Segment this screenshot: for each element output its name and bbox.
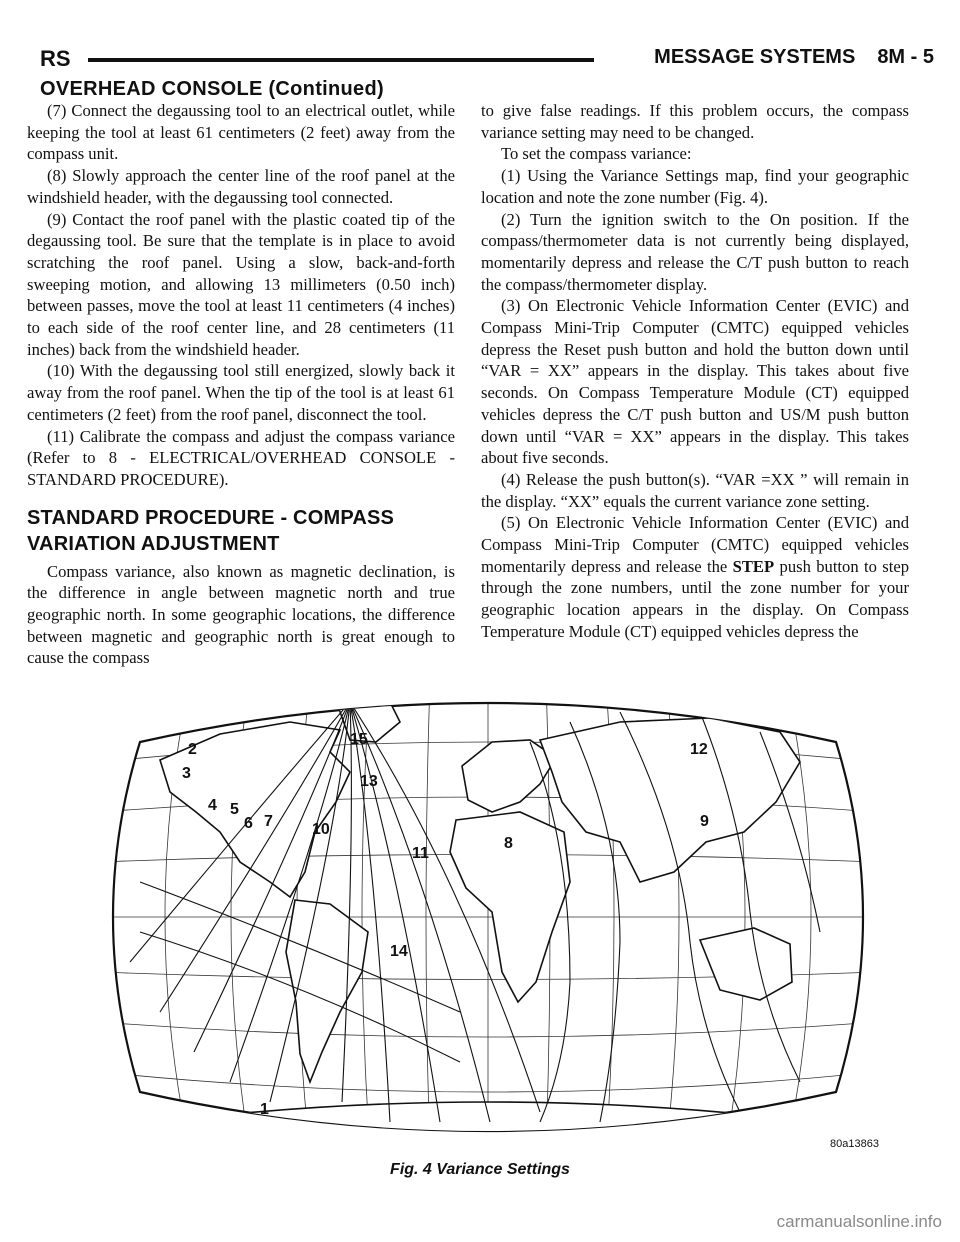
- subheader: OVERHEAD CONSOLE (Continued): [40, 78, 384, 100]
- figure-caption: Fig. 4 Variance Settings: [390, 1161, 570, 1178]
- header-right: [654, 46, 934, 69]
- continued-paragraph: to give false readings. If this problem occurs, the compass variance setting may need to be changed.: [481, 101, 909, 142]
- zone-label-1: 1: [260, 1101, 269, 1118]
- watermark: carmanualsonline.info: [776, 1212, 942, 1231]
- step-8-paragraph: (8) Slowly approach the center line of the roof panel at the windshield header, with the degaussing tool connected.: [27, 166, 455, 207]
- zone-label-15: 15: [350, 731, 368, 748]
- step-2-paragraph: (2) Turn the ignition switch to the On position. If the compass/thermometer data is not currently being displayed, momentarily depress and release the C/T push button to reach the compass/thermometer display.: [481, 209, 909, 294]
- step-5-text-a: (5) On Electronic Vehicle Information Center (EVIC) and Compass Mini-Trip Computer (CMTC) equipped vehicles momentarily depress and release the: [481, 513, 909, 576]
- zone-label-2: 2: [188, 741, 197, 758]
- variance-intro-paragraph: Compass variance, also known as magnetic declination, is the difference in angle between magnetic north and true geographic north. In some geographic locations, the difference between magnetic and geographic north is great enough to cause the compass: [27, 561, 455, 668]
- zone-label-11: 11: [412, 845, 429, 862]
- zone-label-14: 14: [390, 943, 408, 960]
- zone-label-4: 4: [208, 797, 217, 814]
- right-column: [481, 100, 909, 643]
- left-column: [27, 100, 455, 669]
- header-model-code: RS: [40, 46, 71, 71]
- zone-label-8: 8: [504, 835, 513, 852]
- step-10-paragraph: (10) With the degaussing tool still energized, slowly back it away from the roof panel. When the tip of the tool is at least 61 centimeters (2 feet) from the roof panel, disconnect the tool.: [27, 361, 455, 424]
- header-rule: [88, 58, 594, 62]
- figure-image-id: 80a13863: [830, 1138, 879, 1150]
- header-page-number: 8M - 5: [877, 46, 934, 68]
- world-map-svg: [100, 682, 876, 1152]
- variance-settings-map: [100, 682, 876, 1152]
- zone-label-3: 3: [182, 765, 191, 782]
- step-4-paragraph: (4) Release the push button(s). “VAR =XX ” will remain in the display. “XX” equals the current variance zone setting.: [481, 469, 909, 511]
- step-11-paragraph: (11) Calibrate the compass and adjust the compass variance (Refer to 8 - ELECTRICAL/OVERHEAD CONSOLE - STANDARD PROCEDURE).: [27, 426, 455, 489]
- step-1-paragraph: (1) Using the Variance Settings map, find your geographic location and note the zone number (Fig. 4).: [481, 166, 909, 207]
- zone-label-7: 7: [264, 813, 273, 830]
- zone-label-5: 5: [230, 801, 239, 818]
- header-section-title: MESSAGE SYSTEMS: [654, 46, 856, 68]
- set-variance-intro: To set the compass variance:: [501, 144, 692, 164]
- zone-label-9: 9: [700, 813, 709, 830]
- step-9-paragraph: (9) Contact the roof panel with the plastic coated tip of the degaussing tool. Be sure that the template is in place to avoid scratching the roof panel. Using a slow, back-and-forth sweeping motion, and allowing 13 millimeters (0.50 inch) between passes, move the tool at least 11 centimeters (4 inches) to each side of the roof center line, and 28 centimeters (11 inches) back from the windshield header.: [27, 209, 455, 359]
- zone-label-10: 10: [312, 821, 330, 838]
- zone-label-12: 12: [690, 741, 708, 758]
- page-header: [40, 46, 934, 76]
- step-button-label: STEP: [732, 556, 775, 576]
- zone-label-13: 13: [360, 773, 378, 790]
- step-5-paragraph: [481, 512, 909, 642]
- zone-label-6: 6: [244, 815, 253, 832]
- section-title: STANDARD PROCEDURE - COMPASS VARIATION ADJUSTMENT: [27, 506, 395, 555]
- step-3-paragraph: (3) On Electronic Vehicle Information Center (EVIC) and Compass Mini-Trip Computer (CMTC) equipped vehicles depress the Reset push button and hold the button down until “VAR = XX” appears in the display. This takes about five seconds. On Compass Temperature Module (CT) equipped vehicles depress the C/T push button and US/M push button down until “VAR = XX” appears in the display. This takes about five seconds.: [481, 296, 909, 468]
- step-5-text-b: push button to step through the zone numbers, until the zone number for your geographic location appears in the display. On Compass Temperature Module (CT) equipped vehicles depress the: [481, 556, 909, 641]
- step-7-paragraph: (7) Connect the degaussing tool to an electrical outlet, while keeping the tool at least 61 centimeters (2 feet) away from the compass unit.: [27, 101, 455, 164]
